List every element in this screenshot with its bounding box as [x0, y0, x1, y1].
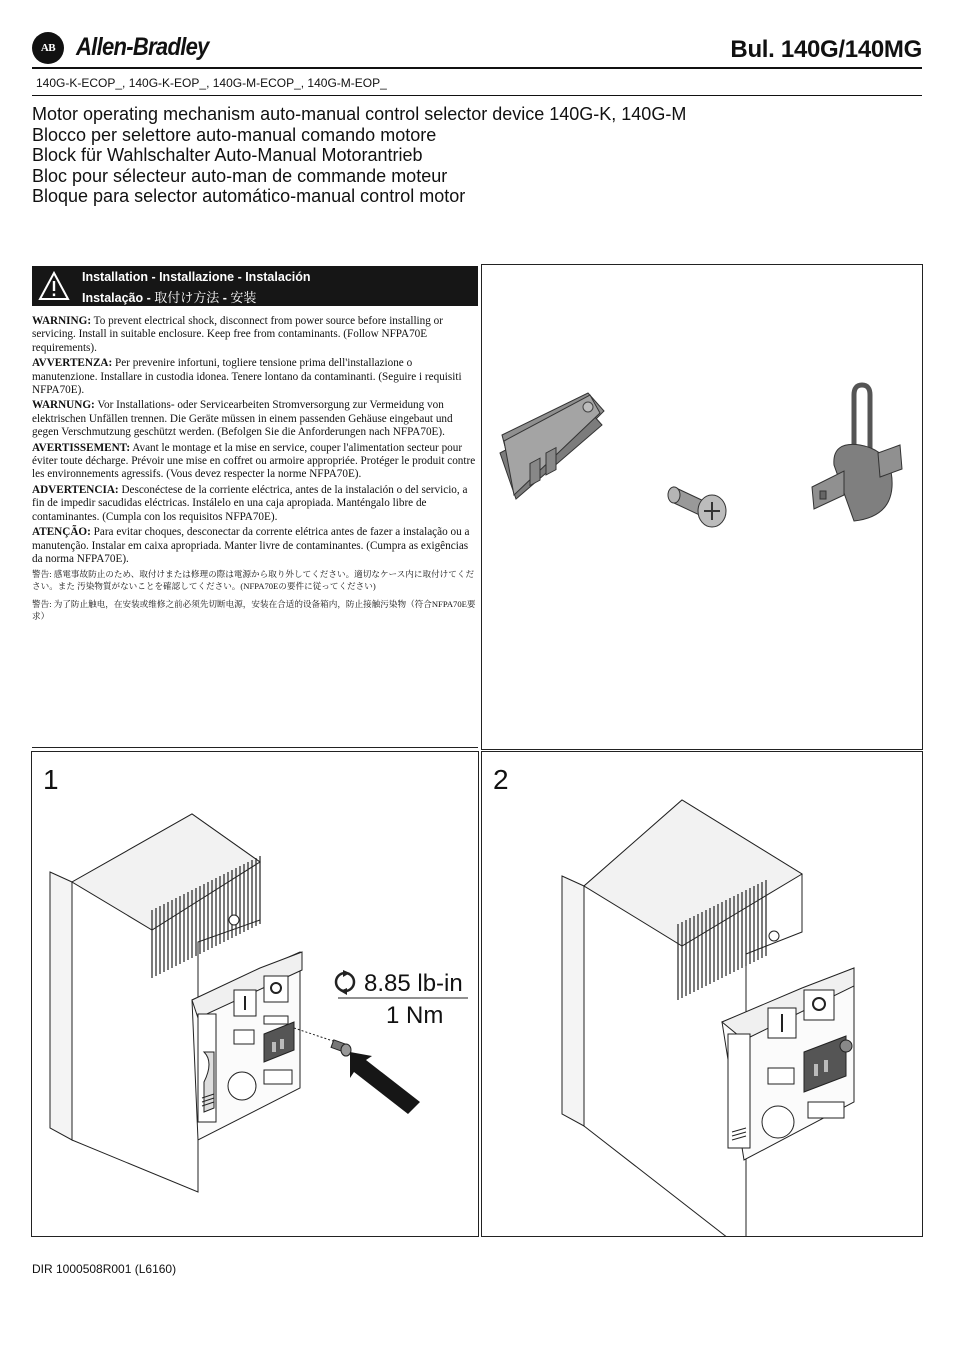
logo-mark: AB [40, 42, 56, 54]
warning-it [32, 357, 478, 397]
warning-label: AVVERTENZA: [32, 357, 113, 370]
warning-label: WARNUNG: [32, 399, 95, 412]
torque-rotate-icon [336, 970, 354, 995]
step-2-illustration [482, 752, 922, 1236]
warning-es [32, 484, 478, 524]
allen-bradley-logo [32, 32, 64, 64]
document-id: DIR 1000508R001 (L6160) [32, 1262, 177, 1276]
warning-label: ADVERTENCIA: [32, 483, 119, 496]
warning-text-block [32, 315, 478, 628]
catalog-rule [32, 95, 922, 96]
warning-fr [32, 442, 478, 482]
header-rule [32, 67, 922, 69]
title-de: Block für Wahlschalter Auto-Manual Motorantrieb [32, 145, 423, 166]
warning-text: Vor Installations- oder Servicearbeiten Stromversorgung zur Vermeidung von elektrischen Unfällen trennen. Die Geräte müssen in einem passenden Gehäuse eingebaut und gegen Verschmutzung geschützt werden. (Befolgen Sie die Anforderungen nach NFPA70E). [32, 399, 453, 439]
warning-triangle-icon [38, 271, 70, 301]
kit-parts-illustration [482, 265, 922, 749]
installation-heading-line2 [82, 287, 256, 306]
warning-text: Desconéctese de la corriente eléctrica, antes de la instalación o del servicio, a fin de impedir sacudidas eléctricas. Instálelo en una caja apropiada. Manténgalo libre de contaminantes. (Cumpla con los requisitos NFPA70E). [32, 483, 468, 523]
product-titles [32, 104, 912, 207]
insertion-arrow-icon [350, 1052, 420, 1114]
bulletin-number: Bul. 140G/140MG [730, 36, 922, 63]
screw-icon [331, 1040, 351, 1056]
title-fr: Bloc pour sélecteur auto-man de commande moteur [32, 165, 448, 186]
warning-text: Avant le montage et la mise en service, couper l'alimentation secteur pour éviter toute décharge. Prévoir une mise en coffret ou armoire appropriée. Protéger le produit contre les environnements agressifs. (Vous devez respecter la norme NFPA70E). [32, 441, 476, 481]
warning-jp: 警告: 感電事故防止のため、取付けまたは修理の際は電源から取り外してください。適切なケース内に取付けてください。また 汚染物質がないことを確認してください。(NFPA70Eの要件に従ってください) [32, 569, 475, 592]
torque-imperial: 8.85 lb-in [364, 970, 463, 997]
section-divider [32, 747, 478, 748]
step-1-panel [31, 751, 479, 1237]
selector-plate-illustration [500, 393, 604, 499]
step-2-panel [481, 751, 923, 1237]
installation-heading [32, 266, 478, 306]
step-number: 1 [43, 764, 59, 795]
torque-metric: 1 Nm [386, 1002, 444, 1029]
title-it: Blocco per selettore auto-manual comando motore [32, 124, 437, 145]
heading-sep: - [219, 291, 231, 305]
title-en: Motor operating mechanism auto-manual control selector device 140G-K, 140G-M [32, 104, 687, 124]
heading-jp: 取付け方法 [154, 291, 220, 306]
catalog-numbers: 140G-K-ECOP_, 140G-K-EOP_, 140G-M-ECOP_, 140G-M-EOP_ [36, 76, 387, 90]
screw-illustration [668, 487, 726, 527]
heading-prefix: Instalação - [82, 291, 155, 305]
lever-shackle-illustration [812, 385, 902, 521]
warning-label: WARNING: [32, 315, 92, 327]
title-es: Bloque para selector automático-manual control motor [32, 186, 466, 207]
warning-pt [32, 526, 478, 566]
parts-illustration-panel [481, 264, 923, 750]
warning-en [32, 315, 478, 355]
warning-label: ATENÇÃO: [32, 526, 91, 539]
installation-heading-line1: Installation - Installazione - Instalación [82, 270, 311, 284]
warning-de [32, 399, 478, 439]
warning-text: Para evitar choques, desconectar da corrente elétrica antes de fazer a instalação ou a manutenção. Instalar em caixa apropriada. Manter livre de contaminantes. (Cumpra as exigências da norma NFPA70E). [32, 526, 470, 565]
heading-cn: 安装 [230, 291, 257, 306]
warning-cn: 警告: 为了防止触电，在安装或维修之前必须先切断电源，安装在合适的设备箱内，防止接触污染物（符合NFPA70E要求） [32, 599, 476, 622]
step-number: 2 [493, 764, 509, 795]
warning-label: AVERTISSEMENT: [32, 441, 131, 454]
warning-text: To prevent electrical shock, disconnect from power source before installing or servicing. Install in suitable enclosure. Keep free from contaminants. (Follow NFPA70E requirements). [32, 315, 443, 354]
warning-text: Per prevenire infortuni, togliere tensione prima dell'installazione o manutenzione. Installare in custodia idonea. Tenere lontano da contaminanti. (Seguire i requisiti NFPA70E). [32, 357, 462, 397]
brand-name: Allen-Bradley [76, 33, 209, 61]
